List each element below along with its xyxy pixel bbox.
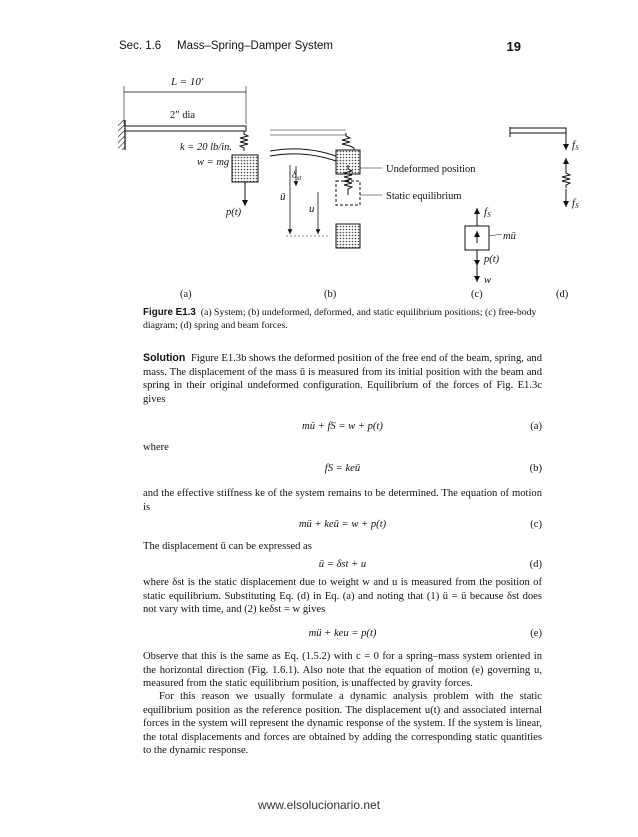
spring-d	[562, 170, 570, 188]
spring-force-label-c: fS	[484, 206, 491, 219]
where-label-1: where	[143, 442, 169, 453]
caption-text: (a) System; (b) undeformed, deformed, and static equilibrium positions; (c) free-body diagram; (d) spring and beam forces.	[143, 307, 537, 331]
figure-e1-3	[0, 0, 638, 310]
beam-end-d	[510, 128, 566, 133]
figure-caption	[143, 306, 543, 332]
paragraph-3: The displacement ū can be expressed as	[143, 541, 312, 552]
equation-e: mü + keu = p(t) (e)	[308, 628, 542, 639]
footer-url: www.elsolucionario.net	[257, 798, 381, 812]
equation-d: ū = δst + u (d)	[318, 559, 542, 570]
equation-c: mü + keū = w + p(t) (c)	[298, 519, 542, 530]
static-equilibrium-label: Static equilibrium	[386, 191, 462, 202]
length-label: L = 10′	[171, 76, 204, 88]
section-number: Sec. 1.6	[119, 40, 162, 52]
beam-force-label: fS	[572, 139, 579, 152]
caption-label: Figure E1.3	[143, 307, 196, 318]
paragraph-4: where δst is the static displacement due to weight w and u is measured from the position of static equilibrium. Substituting Eq. (d) in Eq. (a) and noting that (1) ü = ü because δst does not vary with time, and (2) keδst = w gives	[143, 577, 542, 616]
solution-paragraph	[143, 352, 542, 406]
cantilever-beam	[125, 126, 246, 131]
panel-label-d: (d)	[556, 289, 569, 300]
panel-a-system	[118, 76, 258, 218]
load-label-a: p(t)	[226, 207, 242, 218]
u-label: u	[309, 203, 315, 215]
equation-a: mü + fS = w + p(t) (a)	[302, 421, 542, 432]
spring-a	[240, 131, 248, 151]
fixed-support	[118, 120, 125, 150]
mass-undeformed	[336, 150, 360, 174]
panel-b-positions	[270, 130, 476, 248]
stiffness-label: k = 20 lb/in.	[180, 142, 232, 153]
inertia-label: mü	[503, 231, 516, 242]
mass-a	[232, 155, 258, 182]
paragraph-2: and the effective stiffness ke of the system remains to be determined. The equation of motion is	[143, 488, 542, 513]
panel-label-a: (a)	[180, 289, 192, 300]
paragraph-6: For this reason we usually formulate a dynamic analysis problem with the static equilibrium position as the reference position. The displacement u(t) and associated internal forces in the system will represent the dynamic response of the system. If the system is linear, the total displacements and forces are obtained by adding the corresponding static quantities to the dynamic response.	[143, 691, 542, 757]
weight-label-c: w	[484, 275, 492, 286]
delta-st-label: $\delta_{st}$	[292, 170, 302, 182]
mass-displaced	[336, 224, 360, 248]
section-title: Mass–Spring–Damper System	[177, 40, 333, 52]
panel-d-spring-beam-forces	[510, 127, 579, 210]
panel-c-free-body	[465, 206, 516, 286]
undeformed-label: Undeformed position	[386, 164, 476, 175]
page-number: 19	[506, 39, 521, 54]
panel-label-b: (b)	[324, 289, 337, 300]
load-label-c: p(t)	[484, 254, 500, 265]
spring-force-label-d: fS	[572, 197, 579, 210]
ubar-label: ū	[280, 191, 286, 203]
spring-b-undeformed	[342, 133, 354, 151]
equation-b: fS = keū (b)	[324, 463, 542, 474]
solution-label: Solution	[143, 352, 186, 364]
panel-label-c: (c)	[471, 289, 483, 300]
paragraph-5: Observe that this is the same as Eq. (1.5.2) with c = 0 for a spring–mass system oriented in the horizontal direction (Fig. 1.6.1). Also note that the equation of motion (e) governing u, measured from the static equilibrium position, is unaffected by gravity forces.	[143, 651, 542, 690]
weight-label: w = mg	[197, 157, 230, 168]
diameter-label: 2″ dia	[170, 110, 196, 121]
solution-text: Figure E1.3b shows the deformed position of the free end of the beam, spring, and mass. The displacement of the mass ū is measured from its initial position with the beam and spring in their original undeformed configuration. Equilibrium of the forces of Fig. E1.3c gives	[143, 353, 542, 405]
